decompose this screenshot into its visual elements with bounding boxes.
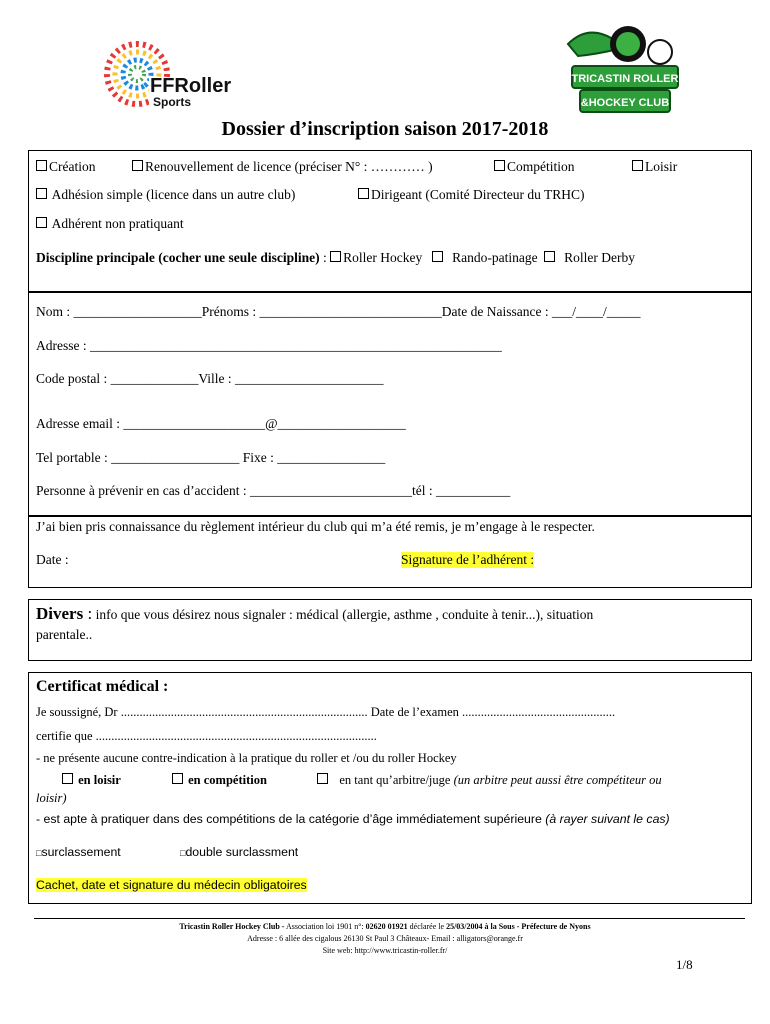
reglement-text: J’ai bien pris connaissance du règlement intérieur du club qui m’a été remis, je m’engage à le respecter. [36,519,595,534]
discipline-row: Discipline principale (cocher une seule discipline) : Roller Hockey Rando-patinage Roller Derby [36,250,635,265]
tel-field[interactable]: Tel portable : ___________________ Fixe : ________________ [36,450,386,465]
date-label[interactable]: Date : [36,552,69,567]
checkbox-icon [132,160,143,171]
urgence-field[interactable]: Personne à prévenir en cas d’accident : ________________________tél : ___________ [36,483,511,498]
sports-text: Sports [153,95,192,109]
checkbox-icon [432,251,443,262]
cachet-line: Cachet, date et signature du médecin obligatoires [36,878,307,892]
signature-label[interactable]: Signature de l’adhérent : [401,552,535,567]
certificat-title: Certificat médical : [36,678,169,695]
checkbox-icon [632,160,643,171]
footer-line2: Adresse : 6 allée des cigalous 26130 St Paul 3 Châteaux- Email : alligators@orange.fr [247,934,523,943]
checkbox-icon [544,251,555,262]
en-loisir-checkbox[interactable]: en loisir [62,773,121,788]
divers-title: Divers [36,604,84,623]
loisir-checkbox[interactable]: Loisir [632,159,677,175]
dirigeant-checkbox[interactable]: Dirigeant (Comité Directeur du TRHC) [358,187,584,203]
footer-divider [34,918,745,919]
surclassement-checkbox[interactable]: □surclassement [36,845,121,859]
arbitre-note-line2: loisir) [36,791,67,805]
renouvellement-checkbox[interactable]: Renouvellement de licence (préciser N° : ………… ) [132,159,433,175]
checkbox-icon [317,773,328,784]
discipline-label: Discipline principale (cocher une seule discipline) [36,250,320,265]
footer-line3: Site web: http://www.tricastin-roller.fr/ [322,946,448,955]
checkbox-icon [358,188,369,199]
non-pratiquant-checkbox[interactable]: Adhérent non pratiquant [36,216,184,232]
page-title: Dossier d’inscription saison 2017-2018 [221,118,549,140]
contre-indication-line: - ne présente aucune contre-indication à la pratique du roller et /ou du roller Hockey [36,751,457,765]
derby-checkbox[interactable]: Roller Derby [544,250,635,265]
footer-line1: Tricastin Roller Hockey Club - Association loi 1901 n°: 02620 01921 déclarée le 25/03/2004 à la Sous - Préfecture de Nyons [179,922,591,931]
adhesion-checkbox[interactable]: Adhésion simple (licence dans un autre club) [36,187,295,203]
checkbox-icon: □ [36,848,42,858]
apte-line: - est apte à pratiquer dans des compétitions de la catégorie d’âge immédiatement supérieure (à rayer suivant le cas) [36,812,670,826]
checkbox-icon [330,251,341,262]
checkbox-icon [36,160,47,171]
divers-text: info que vous désirez nous signaler : médical (allergie, asthme , conduite à tenir...), situation [95,607,594,622]
competition-checkbox[interactable]: Compétition [494,159,575,175]
checkbox-icon [494,160,505,171]
en-competition-checkbox[interactable]: en compétition [172,773,267,788]
checkbox-icon [36,217,47,228]
club-logo-line2: &HOCKEY CLUB [580,97,670,109]
code-postal-field[interactable]: Code postal : _____________Ville : ______________________ [36,371,384,386]
club-logo-line1: TRICASTIN ROLLER [571,73,679,85]
page-number: 1/8 [676,957,693,972]
double-surclassement-checkbox[interactable]: □double surclassment [180,845,299,859]
ffroller-text: FFRoller [150,75,232,97]
rando-checkbox[interactable]: Rando-patinage [432,250,537,265]
soussigne-line[interactable]: Je soussigné, Dr ............................................................................... Date de l’examen ................................................. [36,705,616,719]
checkbox-icon [36,188,47,199]
certifie-line[interactable]: certifie que .......................................................................................... [36,729,377,743]
creation-checkbox[interactable]: Création [36,159,96,175]
nom-field[interactable]: Nom : ___________________Prénoms : ___________________________Date de Naissance : ___/____/_____ [36,304,641,319]
ffroller-logo [95,36,245,116]
checkbox-icon: □ [180,848,186,858]
checkbox-icon [62,773,73,784]
arbitre-checkbox[interactable]: en tant qu’arbitre/juge (un arbitre peut aussi être compétiteur ou [317,773,662,788]
adresse-field[interactable]: Adresse : _____________________________________________________________ [36,338,502,353]
roller-hockey-checkbox[interactable]: Roller Hockey [330,250,422,265]
divers-line2: parentale.. [36,627,93,642]
divers-line1: Divers : info que vous désirez nous signaler : médical (allergie, asthme , conduite à tenir...), situation [36,604,594,623]
email-field[interactable]: Adresse email : _____________________@___________________ [36,416,406,431]
checkbox-icon [172,773,183,784]
tricastin-logo [558,14,688,118]
